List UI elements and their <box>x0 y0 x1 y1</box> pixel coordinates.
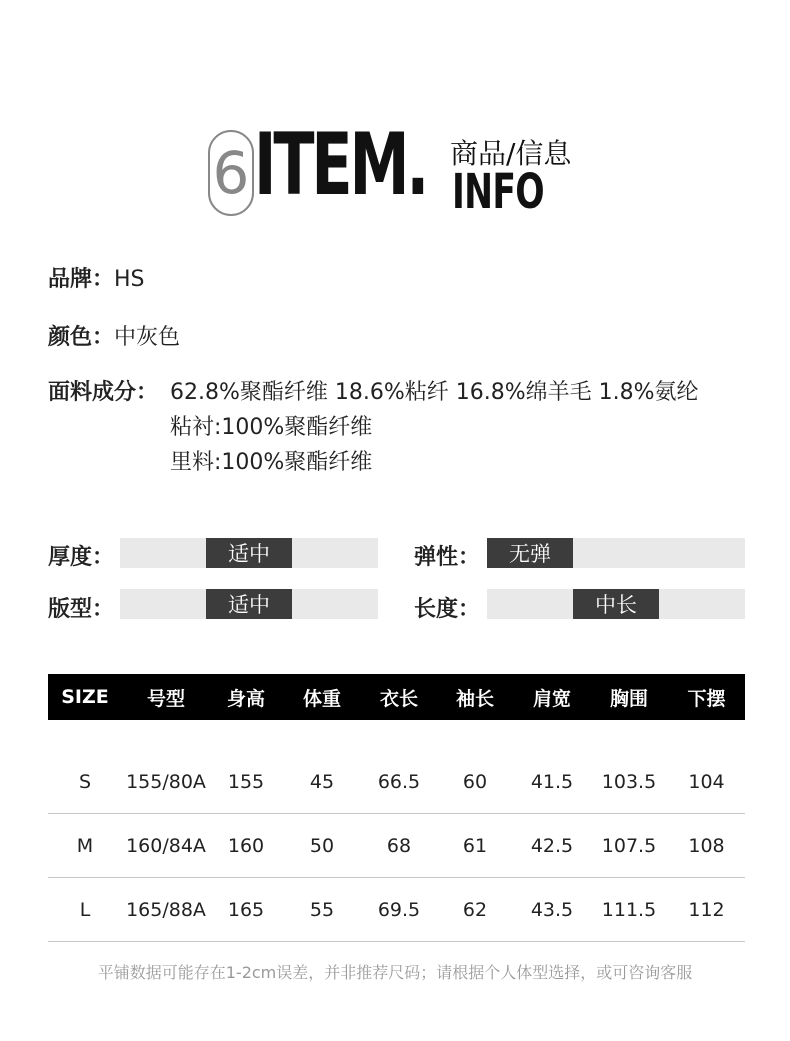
elasticity-label: 弹性： <box>414 545 481 570</box>
section-title-cn: 商品/信息 <box>450 137 572 170</box>
table-cell: 165/88A <box>126 898 206 921</box>
thickness-indicator: 适中 <box>206 538 292 568</box>
table-header-cell: SIZE <box>61 686 109 708</box>
color-value: 中灰色 <box>114 325 181 350</box>
table-cell: 60 <box>462 770 488 793</box>
table-row <box>48 814 745 878</box>
fit-indicator: 适中 <box>206 589 292 619</box>
footnote: 平铺数据可能存在1-2cm误差，并非推荐尺码；请根据个人体型选择，或可咨询客服 <box>97 963 693 982</box>
elasticity-scale <box>487 538 745 568</box>
table-cell: S <box>78 770 92 793</box>
fabric-composition <box>170 375 699 480</box>
table-header-cell: 下摆 <box>687 687 726 710</box>
table-cell: 62 <box>462 898 488 921</box>
table-header-cell: 体重 <box>302 687 341 710</box>
fabric-line: 62.8%聚酯纤维 18.6%粘纤 16.8%绵羊毛 1.8%氨纶 <box>170 380 699 405</box>
table-cell: 165 <box>227 898 265 921</box>
table-row <box>48 878 745 942</box>
fit-scale <box>120 589 378 619</box>
table-cell: 160 <box>227 834 265 857</box>
table-cell: 108 <box>688 834 725 857</box>
table-cell: 41.5 <box>530 770 574 793</box>
size-table <box>48 674 745 942</box>
table-cell: 103.5 <box>601 770 657 793</box>
table-cell: 104 <box>688 770 725 793</box>
fabric-line: 里料:100%聚酯纤维 <box>170 450 373 475</box>
length-scale <box>487 589 745 619</box>
table-cell: 155/80A <box>126 770 206 793</box>
table-header-cell: 胸围 <box>609 687 648 710</box>
brand-value: HS <box>114 267 145 292</box>
table-cell: 68 <box>386 834 412 857</box>
table-cell: M <box>76 834 94 857</box>
thickness-label: 厚度： <box>48 545 115 570</box>
table-cell: 45 <box>309 770 335 793</box>
color-label: 颜色： <box>48 325 115 350</box>
table-header-cell: 肩宽 <box>532 687 571 710</box>
table-cell: 107.5 <box>601 834 657 857</box>
table-cell: 61 <box>462 834 488 857</box>
table-cell: L <box>79 898 91 921</box>
brand-label: 品牌： <box>48 267 115 292</box>
fabric-line: 粘衬:100%聚酯纤维 <box>170 415 373 440</box>
table-header-cell: 衣长 <box>379 687 418 710</box>
table-cell: 43.5 <box>530 898 574 921</box>
table-cell: 155 <box>227 770 265 793</box>
brand-row <box>48 262 145 293</box>
item-info-header <box>0 110 790 230</box>
section-number-badge: 6 <box>208 130 254 216</box>
table-row <box>48 750 745 814</box>
table-cell: 55 <box>309 898 335 921</box>
length-label: 长度： <box>414 597 481 622</box>
fabric-row <box>48 375 158 406</box>
table-cell: 42.5 <box>530 834 574 857</box>
table-cell: 111.5 <box>601 898 657 921</box>
length-indicator: 中长 <box>573 589 659 619</box>
color-row <box>48 320 180 351</box>
table-header-cell: 袖长 <box>455 687 494 710</box>
table-cell: 66.5 <box>377 770 421 793</box>
elasticity-indicator: 无弹 <box>487 538 573 568</box>
fabric-label: 面料成分： <box>48 380 159 405</box>
fit-label: 版型： <box>48 597 115 622</box>
thickness-scale <box>120 538 378 568</box>
table-header-cell: 身高 <box>226 687 265 710</box>
table-cell: 69.5 <box>377 898 421 921</box>
table-header <box>48 674 745 720</box>
section-title-en: ITEM. <box>254 115 427 215</box>
table-cell: 50 <box>309 834 335 857</box>
section-title-sub: INFO <box>452 164 544 220</box>
table-cell: 160/84A <box>126 834 206 857</box>
table-header-cell: 号型 <box>146 687 185 710</box>
table-cell: 112 <box>688 898 725 921</box>
